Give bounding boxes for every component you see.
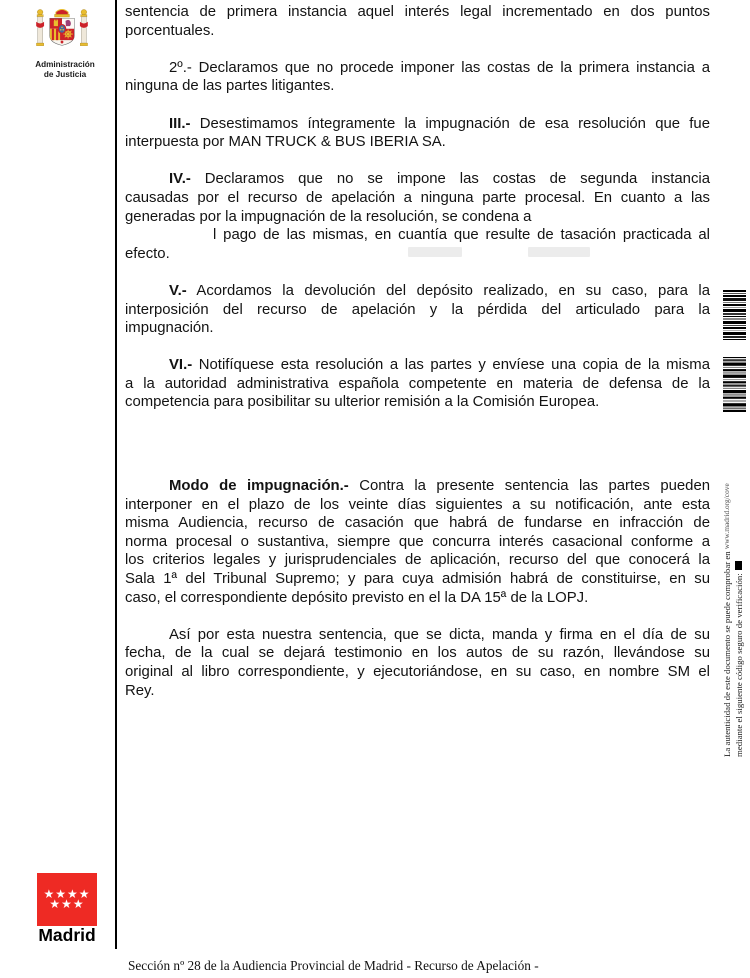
paragraph-line: impugnación.: [125, 320, 214, 337]
paragraph-line: los criterios legales y jurisprudenciales de aplicación, recurso del que conocerá la: [125, 552, 710, 569]
justice-administration-caption: [0, 60, 130, 79]
paragraph-text: Desestimamos íntegramente la impugnación de esa resolución que fue: [190, 115, 710, 132]
paragraph-line: competencia para posibilitar su ulterior remisión a la Comisión Europea.: [125, 394, 600, 411]
paragraph-line-redacted-end: generadas por la impugnación de la resolución, se condena a: [125, 208, 532, 225]
paragraph-line: 2º.- Declaramos que no procede imponer las costas de la primera instancia a: [169, 59, 710, 76]
paragraph-line: sentencia de primera instancia aquel interés legal incrementado en dos puntos: [125, 4, 710, 20]
caption-line: Administración: [35, 60, 95, 69]
madrid-logo-label: Madrid: [38, 925, 96, 945]
ruling-number: VI.-: [169, 357, 193, 374]
paragraph-line: efecto.: [125, 245, 170, 262]
paragraph-line: a la autoridad administrativa española competente en materia de defensa de la: [125, 375, 710, 392]
paragraph-line: [125, 282, 710, 301]
appeal-mode-heading: Modo de impugnación.-: [169, 478, 349, 495]
ruling-number: III.-: [169, 115, 191, 132]
verification-sidebar-text: [722, 425, 745, 757]
page-footer: Sección nº 28 de la Audiencia Provincial de Madrid - Recurso de Apelación -: [128, 958, 539, 973]
judgment-text: [125, 3, 710, 719]
paragraph-line: Así por esta nuestra sentencia, que se dicta, manda y firma en el día de su: [169, 626, 710, 643]
paragraph-line: fecha, de la cual se dejará testimonio en los autos de su razón, llevándose su: [125, 645, 710, 662]
spain-coat-of-arms-icon: [34, 3, 90, 58]
redaction-smudge: [528, 247, 590, 257]
paragraph-line: ninguna de las partes litigantes.: [125, 78, 335, 95]
paragraph-text: Acordamos la devolución del depósito realizado, en su caso, para la: [186, 282, 710, 299]
margin-separator-line: [115, 0, 117, 949]
madrid-flag-icon: [37, 873, 97, 926]
verification-text: mediante el siguiente código seguro de verificación:: [733, 573, 744, 757]
caption-line: de Justicia: [43, 69, 87, 79]
paragraph-ruling-5: [125, 282, 710, 338]
verification-text: La autenticidad de este documento se puede comprobar en: [722, 549, 732, 757]
paragraph-line: [125, 477, 710, 496]
madrid-stars-row: ★★★★: [43, 887, 91, 901]
verification-line: [722, 425, 734, 757]
paragraph-line: interposición del recurso de apelación y la pérdida del articulado para la: [125, 301, 710, 318]
paragraph-line: original al libro correspondiente, y ejecutoriándose, en su caso, en nombre SM el: [125, 664, 710, 680]
paragraph-ruling-2: [125, 59, 710, 96]
verification-url: www.madrid.org/cove: [721, 483, 731, 550]
paragraph-text: Notifíquese esta resolución a las partes y envíese una copia de la misma: [192, 357, 710, 374]
paragraph-line: norma procesal o sustantiva, siempre que concurra interés casacional conforme a: [125, 533, 710, 550]
paragraph-line: misma Audiencia, recurso de casación que habrá de fundarse en infracción de: [125, 515, 710, 532]
paragraph-line: porcentuales.: [125, 22, 215, 39]
paragraph-continuation: [125, 3, 710, 40]
paragraph-line: [125, 170, 710, 189]
paragraph-line: interponer en el plazo de los veinte días siguientes a su notificación, ante esta: [125, 496, 710, 513]
paragraph-line: Rey.: [125, 682, 155, 699]
paragraph-ruling-3: [125, 115, 710, 152]
paragraph-line: caso, el correspondiente depósito previsto en el la DA 15ª de la LOPJ.: [125, 589, 589, 606]
verification-code-redacted: [735, 561, 742, 570]
ruling-number: V.-: [169, 282, 187, 299]
paragraph-closing: [125, 626, 710, 700]
paragraph-line: causadas por el recurso de apelación a ninguna parte procesal. En cuanto a las: [125, 189, 710, 206]
madrid-stars-row: ★★★: [49, 897, 85, 911]
verification-line: [734, 425, 745, 757]
barcode-icon: [723, 357, 746, 412]
barcode-icon: [723, 290, 746, 340]
paragraph-line: Sala 1ª del Tribunal Supremo; y para cuya admisión habrá de constituirse, en su: [125, 571, 710, 588]
paragraph-line: [125, 356, 710, 375]
paragraph-line: [125, 115, 710, 134]
paragraph-line: interpuesta por MAN TRUCK & BUS IBERIA SA.: [125, 134, 446, 151]
paragraph-text: Declaramos que no se impone las costas de segunda instancia: [190, 171, 710, 188]
redaction-smudge: [408, 247, 462, 257]
paragraph-ruling-6: [125, 356, 710, 412]
ruling-number: IV.-: [169, 171, 191, 188]
paragraph-appeal-mode: [125, 477, 710, 607]
paragraph-text: Contra la presente sentencia las partes pueden: [348, 478, 711, 495]
paragraph-line-redacted-start: l pago de las mismas, en cuantía que resulte de tasación practicada al: [213, 227, 710, 244]
